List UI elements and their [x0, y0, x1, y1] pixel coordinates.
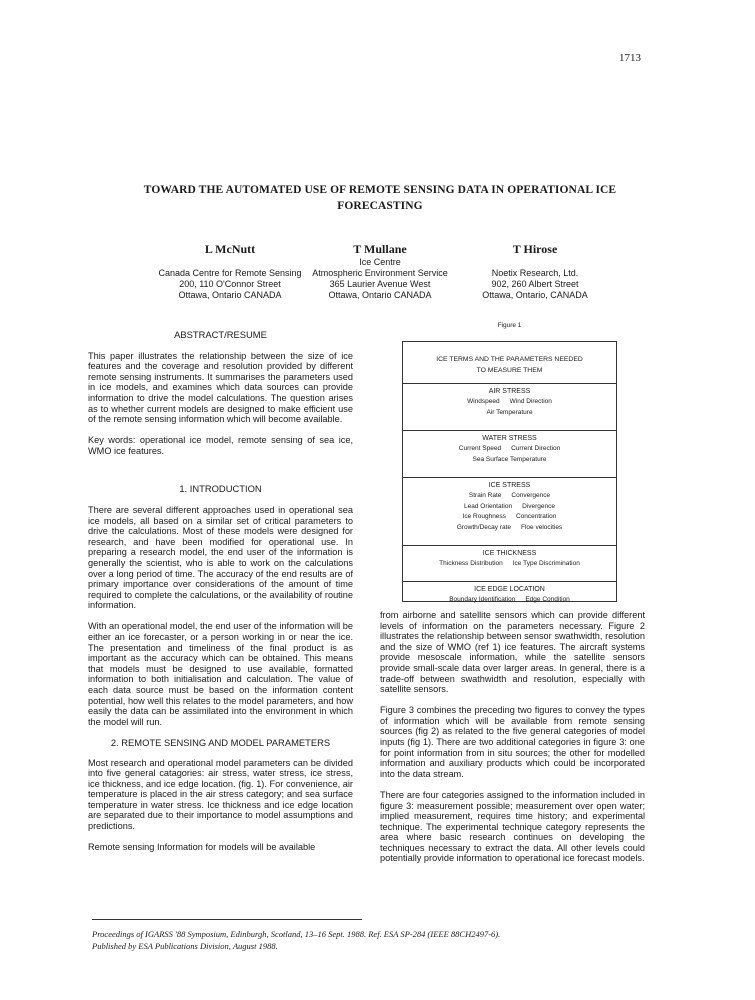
parameter: Current Direction — [511, 445, 561, 452]
author-block-2 — [300, 244, 460, 301]
footnote — [92, 928, 500, 952]
section-heading: WATER STRESS — [482, 435, 537, 442]
author-name: L McNutt — [204, 242, 256, 256]
author-affiliation: Ottawa, Ontario CANADA — [178, 290, 282, 300]
parameter: Concentration — [515, 513, 557, 520]
footnote-rule — [92, 919, 362, 920]
parameter: Boundary Identification — [449, 596, 516, 603]
section-2-paragraph-2: Remote sensing Information for models will be available — [88, 842, 316, 853]
section-1-paragraph-2: With an operational model, the end user of the information will be either an ice forecaster, or a person working in or near the ice. The presentation and timeliness of the final product is as important as the accuracy which can be obtained. This means that models must be designed to use available, formatted information to both initialisation and calculation. The value of each data source must be based on the information content potential, how well this relates to the model parameters, and how easily the data can be assimilated into the environment in which the model will run. — [88, 621, 353, 727]
author-name: T Hirose — [512, 242, 558, 256]
parameter: Thickness Distribution — [439, 560, 503, 567]
author-affiliation: Atmospheric Environment Service — [312, 268, 448, 278]
parameter: Strain Rate — [468, 492, 502, 499]
author-name: T Mullane — [353, 242, 407, 256]
parameter: Ice Type Discrimination — [512, 560, 580, 567]
author-block-3 — [455, 244, 615, 301]
right-column — [380, 610, 645, 875]
section-2-paragraph-1: Most research and operational model parameters can be divided into five general catagories: air stress, water stress, ice stress, ice thickness, and ice edge location. (fig. 1). For convenience, air temperature is placed in the air stress category; and sea surface temperature in water stress. Ice thickness and ice edge location are separated due to their importance to model assumptions and predictions. — [88, 757, 353, 832]
section-1-heading: 1. INTRODUCTION — [179, 483, 262, 495]
right-paragraph-1: from airborne and satellite sensors which can provide different levels of information on the parameters necessary. Figure 2 illustrates the relationship between sensor swathwidth, resolution and the size of WMO (ref 1) ice features. The aircraft systems provide mesoscale information, while the satellite sensors provide small-scale data over larger areas. In general, there is a trade-off between swathwidth and resolution, especially with satellite sensors. — [380, 610, 645, 695]
section-heading: AIR STRESS — [488, 388, 531, 395]
abstract-heading: ABSTRACT/RESUME — [174, 329, 267, 340]
parameter: Growth/Decay rate — [456, 523, 511, 531]
parameter: Divergence — [522, 502, 555, 510]
parameter: Sea Surface Temperature — [472, 455, 547, 463]
parameter: Edge Condition — [525, 596, 570, 603]
right-paragraph-2: Figure 3 combines the preceding two figures to convey the types of information which will be available from remote sensing sources (fig 2) as related to the five general categories of model inputs (fig 1). There are two additional categories in figure 3: one for point information from in situ sources; the other for modelled information and auxiliary products which could be incorporated into the data stream. — [380, 705, 645, 779]
figure-section-water-stress — [403, 435, 616, 478]
author-affiliation: 902, 260 Albert Street — [491, 279, 579, 289]
figure-1-table — [402, 341, 617, 602]
page-number: 1713 — [619, 52, 641, 64]
footnote-line-1: Proceedings of IGARSS '88 Symposium, Edinburgh, Scotland, 13–16 Sept. 1988. Ref. ESA SP-284 (IEEE 88CH2497-6). — [92, 929, 501, 939]
figure-header-line: ICE TERMS AND THE PARAMETERS NEEDED — [436, 356, 583, 363]
author-affiliation: Ottawa, Ontario, CANADA — [482, 290, 588, 300]
parameter: Air Temperature — [486, 408, 533, 416]
footnote-line-2: Published by ESA Publications Division, August 1988. — [92, 941, 278, 951]
title-line-1: TOWARD THE AUTOMATED USE OF REMOTE SENSING DATA IN OPERATIONAL ICE — [143, 184, 617, 196]
parameter: Current Speed — [458, 445, 502, 452]
section-heading: ICE EDGE LOCATION — [474, 586, 545, 593]
parameter: Windspeed — [467, 398, 500, 405]
figure-section-ice-stress — [403, 482, 616, 546]
section-2-heading: 2. REMOTE SENSING AND MODEL PARAMETERS — [110, 736, 331, 748]
author-affiliation: 365 Laurier Avenue West — [329, 279, 431, 289]
figure-header-line: TO MEASURE THEM — [476, 367, 543, 374]
keywords: Key words: operational ice model, remote sensing of sea ice, WMO ice features. — [88, 435, 353, 456]
figure-caption: Figure 1 — [497, 322, 522, 329]
figure-section-ice-thickness — [403, 550, 616, 582]
parameter: Lead Orientation — [464, 502, 513, 510]
paper-title — [100, 182, 660, 214]
parameter: Convergence — [511, 492, 551, 499]
section-1-paragraph-1: There are several different approaches used in operational sea ice models, all based on a similar set of critical parameters to drive the calculations. Most of these models were designed for research, and have been modified for operational use. In preparing a research model, the end user of the information is generally the scientist, who is able to work on the calculations over a long period of time. The accuracy of the end results are of primary importance over considerations of the amount of time required to complete the calculations, or the availability of routine information. — [88, 505, 353, 611]
title-line-2: FORECASTING — [337, 200, 423, 212]
section-heading: ICE THICKNESS — [482, 550, 537, 557]
section-heading: ICE STRESS — [488, 482, 531, 489]
parameter: Floe velocities — [521, 523, 563, 531]
author-affiliation: 200, 110 O'Connor Street — [179, 279, 281, 289]
author-affiliation: Ottawa, Ontario CANADA — [328, 290, 432, 300]
author-affiliation: Canada Centre for Remote Sensing — [158, 268, 302, 278]
author-affiliation: Noetix Research, Ltd. — [491, 268, 579, 278]
left-column — [88, 330, 353, 863]
right-paragraph-3: There are four categories assigned to the information included in figure 3: measurement possible; measurement over open water; implied measurement, requires time history; and experimental technique. The experimental technique category represents the area where basic research continues on developing the techniques necessary to extract the data. All other levels could potentially provide information to operational ice forecast models. — [380, 789, 645, 864]
parameter: Ice Roughness — [462, 513, 506, 520]
parameter: Wind Direction — [509, 398, 552, 405]
author-affiliation: Ice Centre — [359, 257, 401, 267]
figure-section-air-stress — [403, 388, 616, 431]
abstract-text: This paper illustrates the relationship between the size of ice features and the coverage and resolution provided by different remote sensing instruments. It summarises the parameters used in ice models, and examines which data sources can provide information to drive the model calculations. The question arises as to whether current models are designed to make efficient use of the remote sensing information which will become available. — [88, 350, 353, 425]
figure-header — [403, 342, 616, 384]
